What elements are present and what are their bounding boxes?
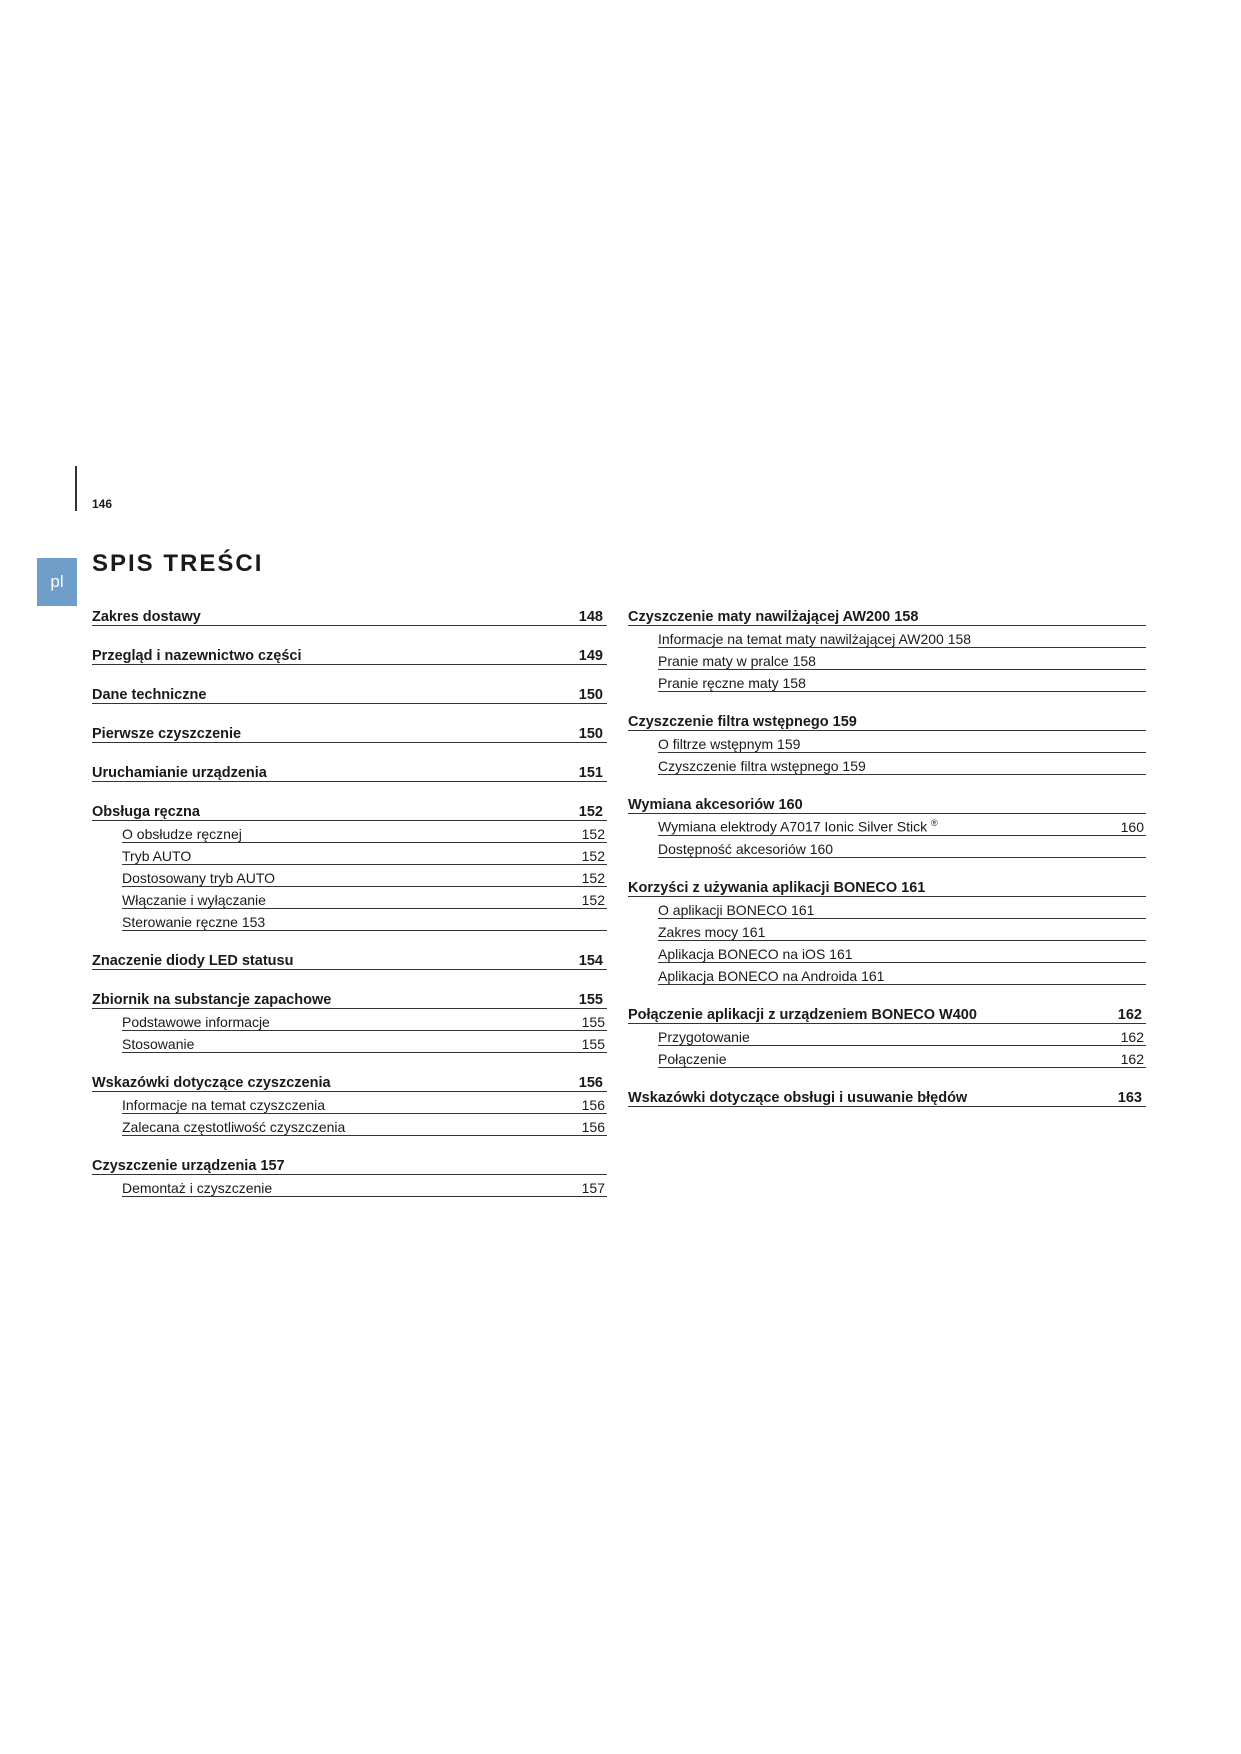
toc-entry-page: 160 (1120, 819, 1144, 835)
toc-section (92, 642, 607, 665)
toc-entry-label: Dostosowany tryb AUTO (122, 870, 276, 886)
toc-section-heading[interactable] (92, 720, 607, 743)
toc-section-page: 151 (578, 765, 603, 781)
toc-section-heading[interactable] (92, 986, 607, 1009)
toc-entry[interactable] (122, 821, 607, 843)
toc-entry-label: O filtrze wstępnym 159 (658, 736, 801, 752)
toc-entry-label: Zakres mocy 161 (658, 924, 766, 940)
toc-section (92, 947, 607, 970)
toc-section-title: Czyszczenie filtra wstępnego 159 (628, 714, 857, 730)
toc-section (92, 603, 607, 626)
toc-entry-label: Informacje na temat maty nawilżającej AW200 158 (658, 631, 972, 647)
toc-section-title: Uruchamianie urządzenia (92, 765, 267, 781)
toc-entry[interactable] (122, 1092, 607, 1114)
toc-entry-label: Aplikacja BONECO na Androida 161 (658, 968, 885, 984)
toc-section-heading[interactable] (628, 603, 1146, 626)
registered-mark: ® (931, 818, 938, 829)
toc-section (628, 1084, 1146, 1107)
toc-section-page: 152 (578, 804, 603, 820)
margin-rule (75, 466, 77, 511)
toc-entry-page: 152 (581, 892, 605, 908)
toc-entry-page: 162 (1120, 1051, 1144, 1067)
toc-entry-label: Stosowanie (122, 1036, 195, 1052)
toc-entry-label: O aplikacji BONECO 161 (658, 902, 815, 918)
toc-section-title: Znaczenie diody LED statusu (92, 953, 294, 969)
toc-section-title: Obsługa ręczna (92, 804, 200, 820)
toc-entry-label: Przygotowanie (658, 1029, 750, 1045)
toc-entry[interactable] (658, 836, 1146, 858)
toc-section-heading[interactable] (92, 798, 607, 821)
toc-entry-label: Informacje na temat czyszczenia (122, 1097, 326, 1113)
toc-entry[interactable] (658, 1046, 1146, 1068)
page-title: SPIS TREŚCI (92, 550, 264, 577)
language-tab[interactable]: pl (37, 558, 77, 606)
toc-section-heading[interactable] (92, 759, 607, 782)
toc-section (92, 681, 607, 704)
toc-entry-label: Aplikacja BONECO na iOS 161 (658, 946, 853, 962)
toc-entry-label: Pranie ręczne maty 158 (658, 675, 806, 691)
toc-entry-label: Czyszczenie filtra wstępnego 159 (658, 758, 866, 774)
toc-entry-label: Zalecana częstotliwość czyszczenia (122, 1119, 346, 1135)
toc-section-heading[interactable] (92, 681, 607, 704)
toc-section-heading[interactable] (92, 642, 607, 665)
toc-section (92, 798, 607, 931)
toc-section (92, 1152, 607, 1197)
toc-section (628, 791, 1146, 858)
toc-entry-label: Sterowanie ręczne 153 (122, 914, 266, 930)
toc-entry[interactable] (658, 919, 1146, 941)
toc-section-page: 150 (578, 687, 603, 703)
toc-entry-page: 152 (581, 870, 605, 886)
toc-entry-label: Podstawowe informacje (122, 1014, 270, 1030)
toc-section-heading[interactable] (628, 874, 1146, 897)
toc-section-title: Przegląd i nazewnictwo części (92, 648, 302, 664)
toc-section-title: Wymiana akcesoriów 160 (628, 797, 803, 813)
page-number: 146 (92, 497, 113, 511)
toc-entry-label: Dostępność akcesoriów 160 (658, 841, 834, 857)
toc-entry-page: 157 (581, 1180, 605, 1196)
toc-section-title: Zakres dostawy (92, 609, 201, 625)
toc-section (92, 1069, 607, 1136)
toc-section (92, 986, 607, 1053)
toc-section-heading[interactable] (92, 947, 607, 970)
toc-entry-label: Demontaż i czyszczenie (122, 1180, 273, 1196)
toc-section (628, 603, 1146, 692)
toc-entry[interactable] (658, 941, 1146, 963)
toc-entry[interactable] (122, 1175, 607, 1197)
toc-section (628, 1001, 1146, 1068)
toc-section-page: 155 (578, 992, 603, 1008)
toc-entry-label: Tryb AUTO (122, 848, 192, 864)
toc-entry-page: 152 (581, 826, 605, 842)
toc-left-column (92, 603, 607, 1197)
toc-entry[interactable] (122, 1009, 607, 1031)
toc-entry-page: 155 (581, 1036, 605, 1052)
toc-section-heading[interactable] (92, 1069, 607, 1092)
toc-entry-label: O obsłudze ręcznej (122, 826, 242, 842)
toc-entry[interactable] (122, 887, 607, 909)
toc-section (628, 874, 1146, 985)
toc-section-heading[interactable] (628, 791, 1146, 814)
toc-section-heading[interactable] (628, 1001, 1146, 1024)
toc-section-title: Połączenie aplikacji z urządzeniem BONECO W400 (628, 1007, 977, 1023)
toc-entry-label: Wymiana elektrody A7017 Ionic Silver Stick ® (658, 818, 938, 835)
toc-section-heading[interactable] (628, 708, 1146, 731)
toc-entry-label: Połączenie (658, 1051, 727, 1067)
toc-entry-page: 155 (581, 1014, 605, 1030)
toc-section (628, 708, 1146, 775)
toc-section (92, 759, 607, 782)
toc-entry-label: Pranie maty w pralce 158 (658, 653, 816, 669)
toc-section-title: Wskazówki dotyczące obsługi i usuwanie błędów (628, 1090, 968, 1106)
toc-entry[interactable] (658, 963, 1146, 985)
toc-section-page: 163 (1117, 1090, 1142, 1106)
toc-section-title: Wskazówki dotyczące czyszczenia (92, 1075, 331, 1091)
toc-entry-page: 152 (581, 848, 605, 864)
toc-section-title: Pierwsze czyszczenie (92, 726, 242, 742)
toc-section-title: Korzyści z używania aplikacji BONECO 161 (628, 880, 926, 896)
toc-section-title: Dane techniczne (92, 687, 207, 703)
toc-section-page: 149 (578, 648, 603, 664)
toc-section-heading[interactable] (628, 1084, 1146, 1107)
toc-section-heading[interactable] (92, 603, 607, 626)
toc-entry[interactable] (122, 865, 607, 887)
toc-section-page: 162 (1117, 1007, 1142, 1023)
toc-entry[interactable] (658, 897, 1146, 919)
toc-entry[interactable] (658, 626, 1146, 648)
toc-section-page: 154 (578, 953, 603, 969)
toc-entry-page: 156 (581, 1119, 605, 1135)
toc-right-column (628, 603, 1146, 1107)
toc-entry-page: 156 (581, 1097, 605, 1113)
toc-entry[interactable] (122, 843, 607, 865)
toc-entry-page: 162 (1120, 1029, 1144, 1045)
toc-entry[interactable] (122, 1031, 607, 1053)
toc-entry[interactable] (122, 1114, 607, 1136)
toc-entry-label: Włączanie i wyłączanie (122, 892, 266, 908)
toc-entry[interactable] (658, 731, 1146, 753)
toc-entry[interactable] (658, 670, 1146, 692)
toc-section-title: Czyszczenie maty nawilżającej AW200 158 (628, 609, 919, 625)
toc-entry[interactable] (122, 909, 607, 931)
toc-entry[interactable] (658, 753, 1146, 775)
toc-section-heading[interactable] (92, 1152, 607, 1175)
toc-section (92, 720, 607, 743)
toc-section-page: 156 (578, 1075, 603, 1091)
toc-entry[interactable] (658, 1024, 1146, 1046)
toc-entry[interactable] (658, 648, 1146, 670)
toc-section-page: 148 (578, 609, 603, 625)
toc-entry[interactable] (658, 814, 1146, 836)
toc-section-page: 150 (578, 726, 603, 742)
toc-section-title: Zbiornik na substancje zapachowe (92, 992, 332, 1008)
toc-section-title: Czyszczenie urządzenia 157 (92, 1158, 285, 1174)
